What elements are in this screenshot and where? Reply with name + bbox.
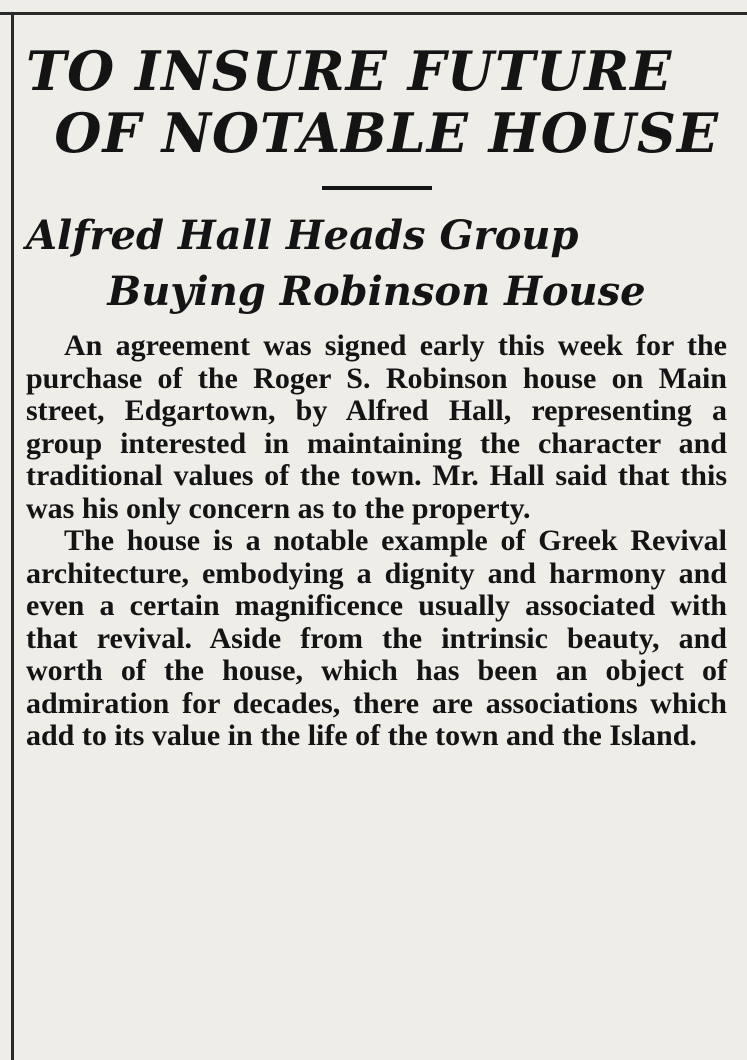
article-paragraph-1: An agreement was signed early this week for the purchase of the Roger S. Robinson house on Main street, Edgartown, by Alfred Hall, representing a group interested in maintaining the character and traditional values of the town. Mr. Hall said that this was his only concern as to the property. — [26, 329, 727, 525]
article-paragraph-2: The house is a notable example of Greek Revival architecture, embodying a dignity and harmony and even a certain magnificence usually associated with that revival. Aside from the intrinsic beauty, and worth of the house, which has been an object of admiration for decades, there are associations which add to its value in the life of the town and the Island. — [26, 524, 727, 752]
headline-line-2: OF NOTABLE HOUSE — [54, 101, 719, 165]
headline-line-1: TO INSURE FUTURE — [26, 39, 673, 103]
left-border-rule — [11, 12, 14, 1060]
article-body — [26, 330, 727, 753]
headline — [26, 40, 727, 164]
subheadline-line-1: Alfred Hall Heads Group — [26, 212, 579, 259]
article — [26, 40, 727, 753]
headline-divider — [322, 186, 432, 190]
subheadline-line-2: Buying Robinson House — [107, 268, 646, 315]
subheadline — [26, 208, 727, 320]
top-border-rule — [0, 12, 747, 15]
